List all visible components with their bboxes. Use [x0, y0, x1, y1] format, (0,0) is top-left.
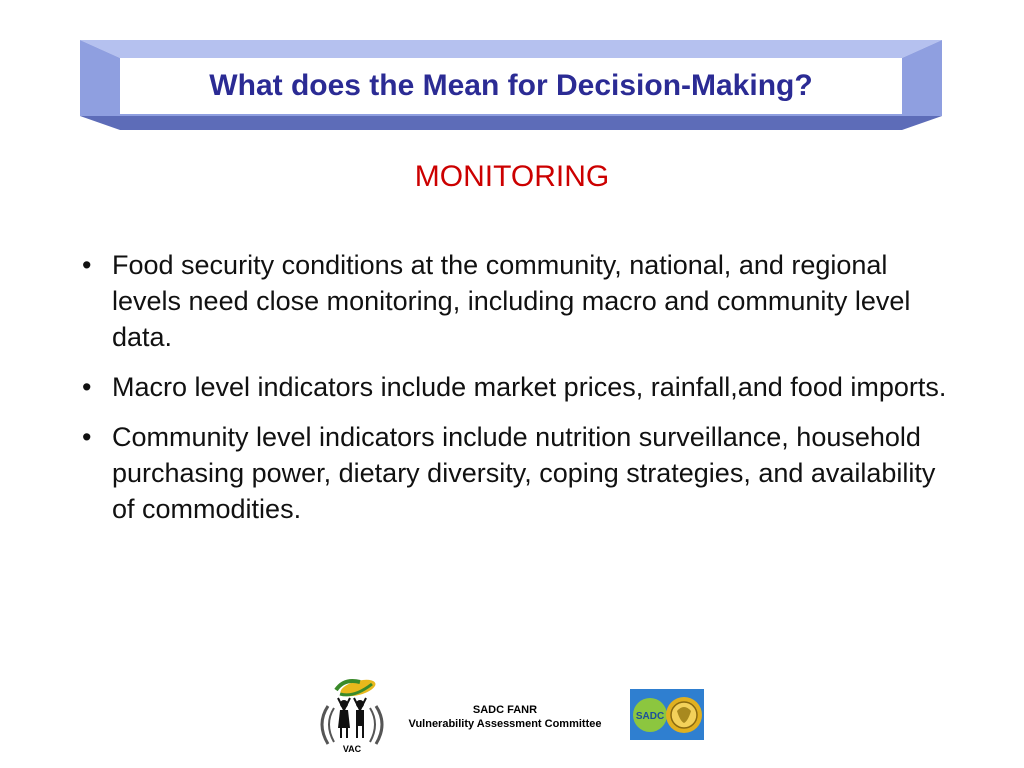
- bullet-text: Macro level indicators include market prices, rainfall,and food imports.: [112, 372, 947, 402]
- footer-org-line1: SADC FANR: [472, 704, 538, 716]
- bullet-text: Community level indicators include nutrition surveillance, household purchasing power, dietary diversity, coping strategies, and availability of commodities.: [112, 422, 936, 524]
- slide-title: What does the Mean for Decision-Making?: [209, 69, 813, 102]
- bullet-list: [76, 247, 956, 541]
- footer-org-line2: Vulnerability Assessment Committee: [408, 718, 602, 730]
- vac-logo-text: VAC: [342, 744, 362, 754]
- bullet-item: [76, 247, 956, 355]
- vac-logo: [314, 676, 390, 756]
- bullet-marker: •: [82, 372, 92, 402]
- sadc-logo: [630, 689, 704, 740]
- bullet-item: [76, 419, 956, 527]
- sadc-logo-text: SADC: [635, 711, 665, 722]
- bullet-item: [76, 369, 956, 405]
- bullet-marker: •: [82, 250, 92, 280]
- footer-org: [388, 703, 622, 731]
- bullet-marker: •: [82, 422, 92, 452]
- slide-subtitle: MONITORING: [414, 160, 610, 193]
- bullet-text: Food security conditions at the community, national, and regional levels need close monitoring, including macro and community level data.: [112, 250, 911, 352]
